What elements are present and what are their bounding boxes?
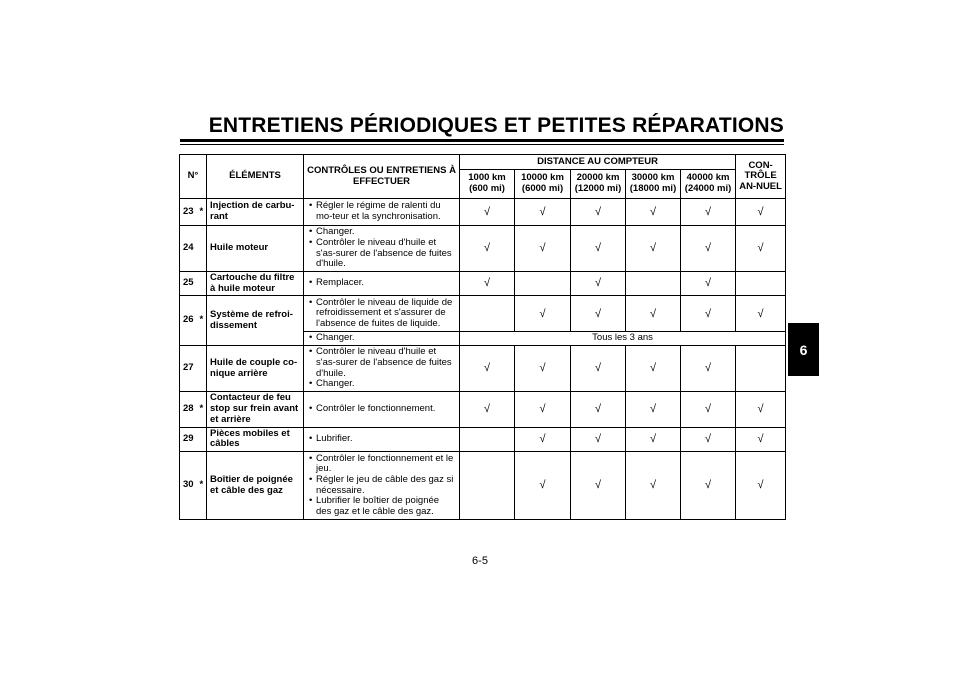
action-item: • Régler le jeu de câble des gaz si nécessaire. xyxy=(307,475,456,496)
table-row xyxy=(180,452,786,520)
annual-check-cell xyxy=(736,272,786,296)
header-distance-2 xyxy=(571,170,626,199)
element-name: Système de refroi-dissement xyxy=(207,296,304,346)
action-list xyxy=(307,347,456,390)
interval-span-cell: Tous les 3 ans xyxy=(460,332,786,346)
distance-mi: (12000 mi) xyxy=(574,183,622,194)
interval-check-cell: √ xyxy=(681,296,736,332)
interval-check-cell: √ xyxy=(626,199,681,226)
maintenance-table xyxy=(179,154,786,520)
interval-check-cell: √ xyxy=(626,226,681,272)
row-number: 25 xyxy=(180,272,197,296)
interval-check-cell xyxy=(626,272,681,296)
action-list xyxy=(307,298,456,330)
distance-km: 10000 km xyxy=(521,172,564,184)
table-body xyxy=(180,199,786,520)
distance-mi: (600 mi) xyxy=(469,183,505,194)
header-distance: DISTANCE AU COMPTEUR xyxy=(460,155,736,170)
interval-check-cell: √ xyxy=(681,427,736,451)
annual-check-cell: √ xyxy=(736,226,786,272)
header-elements: ÉLÉMENTS xyxy=(207,155,304,199)
interval-check-cell: √ xyxy=(571,199,626,226)
action-item: • Changer. xyxy=(307,333,456,344)
interval-check-cell: √ xyxy=(571,272,626,296)
interval-check-cell: √ xyxy=(681,346,736,392)
dealer-mark: * xyxy=(197,296,207,346)
dealer-mark xyxy=(197,346,207,392)
table-row xyxy=(180,226,786,272)
interval-check-cell: √ xyxy=(626,296,681,332)
action-list xyxy=(307,201,456,222)
action-cell xyxy=(304,199,460,226)
annual-check-cell: √ xyxy=(736,427,786,451)
table-header xyxy=(180,155,786,199)
interval-check-cell: √ xyxy=(626,452,681,520)
interval-check-cell: √ xyxy=(515,452,571,520)
table-row xyxy=(180,272,786,296)
action-cell xyxy=(304,332,460,346)
dealer-mark: * xyxy=(197,391,207,427)
table-row xyxy=(180,391,786,427)
interval-check-cell: √ xyxy=(460,391,515,427)
interval-check-cell: √ xyxy=(460,346,515,392)
interval-check-cell: √ xyxy=(515,226,571,272)
action-item: • Contrôler le fonctionnement. xyxy=(307,404,456,415)
interval-check-cell: √ xyxy=(515,296,571,332)
action-item: • Remplacer. xyxy=(307,278,456,289)
row-number: 24 xyxy=(180,226,197,272)
action-cell xyxy=(304,272,460,296)
interval-check-cell: √ xyxy=(571,226,626,272)
interval-check-cell xyxy=(460,427,515,451)
interval-check-cell xyxy=(460,452,515,520)
distance-km: 30000 km xyxy=(631,172,675,184)
header-rule-thin xyxy=(180,144,784,145)
table-row xyxy=(180,296,786,332)
row-number: 30 xyxy=(180,452,197,520)
row-number: 23 xyxy=(180,199,197,226)
table-row xyxy=(180,346,786,392)
interval-check-cell: √ xyxy=(460,226,515,272)
page-title: ENTRETIENS PÉRIODIQUES ET PETITES RÉPARATIONS xyxy=(208,114,784,137)
interval-check-cell: √ xyxy=(460,272,515,296)
action-cell xyxy=(304,346,460,392)
distance-mi: (6000 mi) xyxy=(521,183,564,194)
distance-mi: (24000 mi) xyxy=(684,183,732,194)
dealer-mark: * xyxy=(197,199,207,226)
action-item: • Changer. xyxy=(307,227,456,238)
action-item: • Contrôler le niveau d'huile et s'as-surer de l'absence de fuites d'huile. xyxy=(307,238,456,270)
header-distance-1 xyxy=(515,170,571,199)
interval-check-cell: √ xyxy=(460,199,515,226)
action-list xyxy=(307,227,456,270)
row-number: 26 xyxy=(180,296,197,346)
action-item: • Contrôler le niveau de liquide de refroidissement et s'assurer de l'absence de fuites de liquide. xyxy=(307,298,456,330)
header-distance-3 xyxy=(626,170,681,199)
action-cell xyxy=(304,226,460,272)
chapter-tab: 6 xyxy=(788,323,819,376)
action-list xyxy=(307,404,456,415)
interval-check-cell: √ xyxy=(515,427,571,451)
action-item: • Régler le régime de ralenti du mo-teur et la synchronisation. xyxy=(307,201,456,222)
page-number: 6-5 xyxy=(472,555,488,567)
interval-check-cell: √ xyxy=(681,391,736,427)
header-controls: CONTRÔLES OU ENTRETIENS À EFFECTUER xyxy=(304,155,460,199)
header-distance-0 xyxy=(460,170,515,199)
action-cell xyxy=(304,391,460,427)
annual-check-cell: √ xyxy=(736,391,786,427)
action-list xyxy=(307,333,456,344)
annual-check-cell: √ xyxy=(736,199,786,226)
action-list xyxy=(307,278,456,289)
action-cell xyxy=(304,427,460,451)
action-item: • Lubrifier. xyxy=(307,434,456,445)
interval-check-cell: √ xyxy=(681,226,736,272)
interval-check-cell: √ xyxy=(681,199,736,226)
action-item: • Contrôler le fonctionnement et le jeu. xyxy=(307,454,456,475)
table-row xyxy=(180,199,786,226)
action-item: • Contrôler le niveau d'huile et s'as-surer de l'absence de fuites d'huile. xyxy=(307,347,456,379)
row-number: 27 xyxy=(180,346,197,392)
interval-check-cell: √ xyxy=(626,346,681,392)
interval-check-cell: √ xyxy=(626,391,681,427)
element-name: Contacteur de feu stop sur frein avant et arrière xyxy=(207,391,304,427)
interval-check-cell xyxy=(515,272,571,296)
row-number: 29 xyxy=(180,427,197,451)
distance-km: 20000 km xyxy=(576,172,620,184)
action-item: • Changer. xyxy=(307,379,456,390)
interval-check-cell: √ xyxy=(515,199,571,226)
annual-check-cell: √ xyxy=(736,296,786,332)
action-item: • Lubrifier le boîtier de poignée des gaz et le câble des gaz. xyxy=(307,496,456,517)
annual-check-cell xyxy=(736,346,786,392)
interval-check-cell xyxy=(460,296,515,332)
annual-check-cell: √ xyxy=(736,452,786,520)
header-annual: CON-TRÔLE AN-NUEL xyxy=(736,155,786,199)
element-name: Boîtier de poignée et câble des gaz xyxy=(207,452,304,520)
table-row xyxy=(180,427,786,451)
interval-check-cell: √ xyxy=(571,346,626,392)
action-list xyxy=(307,434,456,445)
element-name: Cartouche du filtre à huile moteur xyxy=(207,272,304,296)
element-name: Injection de carbu-rant xyxy=(207,199,304,226)
interval-check-cell: √ xyxy=(515,346,571,392)
interval-check-cell: √ xyxy=(681,272,736,296)
dealer-mark xyxy=(197,226,207,272)
element-name: Huile moteur xyxy=(207,226,304,272)
interval-check-cell: √ xyxy=(681,452,736,520)
distance-km: 1000 km xyxy=(468,172,506,184)
interval-check-cell: √ xyxy=(626,427,681,451)
dealer-mark xyxy=(197,272,207,296)
row-number: 28 xyxy=(180,391,197,427)
distance-km: 40000 km xyxy=(686,172,730,184)
dealer-mark: * xyxy=(197,452,207,520)
interval-check-cell: √ xyxy=(571,296,626,332)
header-rule-thick xyxy=(180,139,784,142)
element-name: Huile de couple co-nique arrière xyxy=(207,346,304,392)
header-number: N° xyxy=(180,155,207,199)
action-cell xyxy=(304,296,460,332)
action-cell xyxy=(304,452,460,520)
interval-check-cell: √ xyxy=(571,427,626,451)
distance-mi: (18000 mi) xyxy=(629,183,677,194)
element-name: Pièces mobiles et câbles xyxy=(207,427,304,451)
interval-check-cell: √ xyxy=(571,452,626,520)
action-list xyxy=(307,454,456,518)
dealer-mark xyxy=(197,427,207,451)
header-distance-4 xyxy=(681,170,736,199)
interval-check-cell: √ xyxy=(571,391,626,427)
interval-check-cell: √ xyxy=(515,391,571,427)
